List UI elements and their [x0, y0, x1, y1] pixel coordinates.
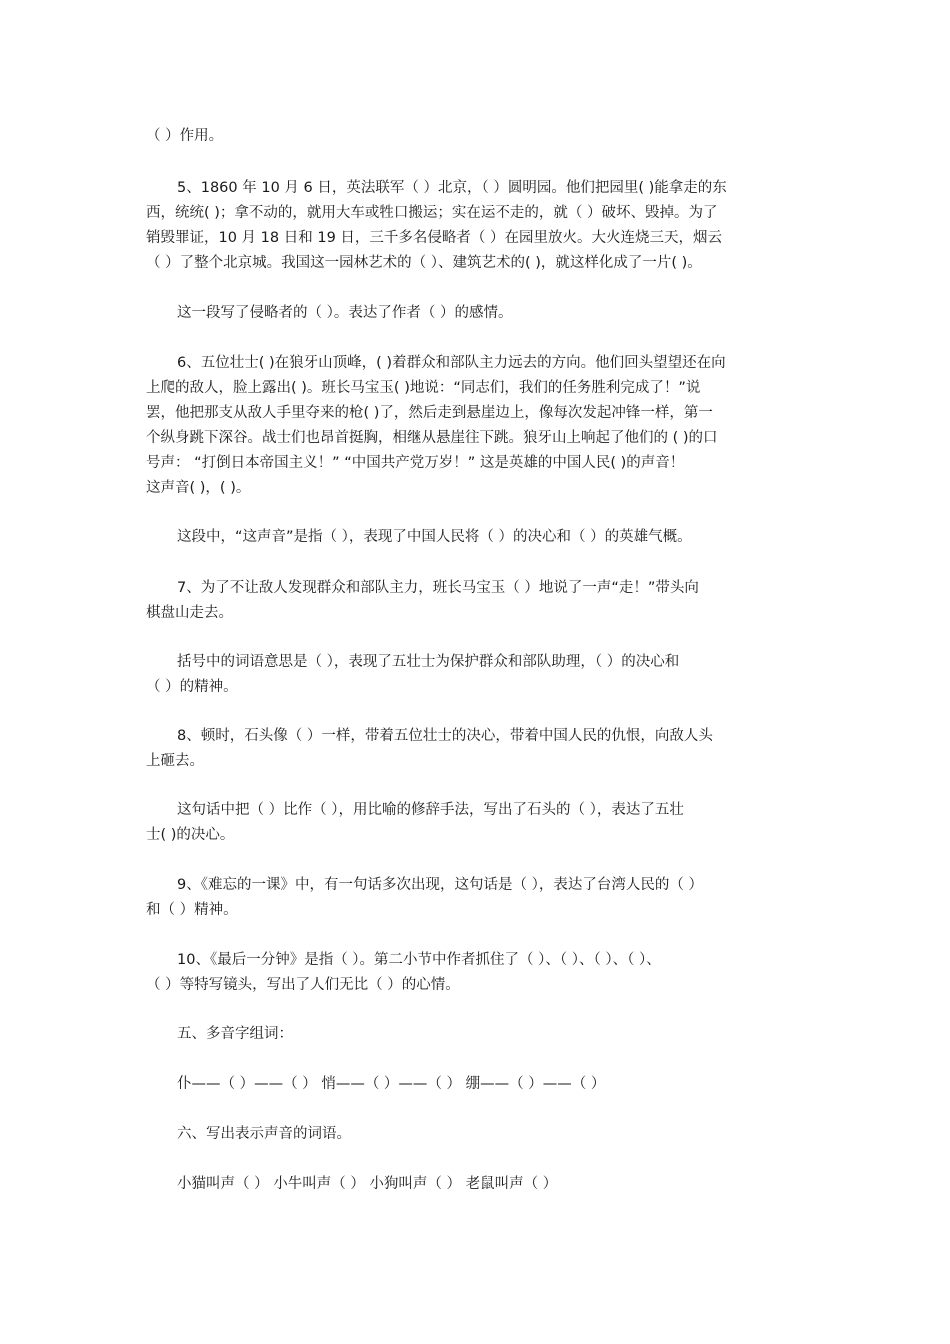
text-line: 9、《难忘的一课》中，有一句话多次出现，这句话是（ ），表达了台湾人民的（ ） [177, 877, 703, 893]
text-line: 销毁罪证，10 月 18 日和 19 日，三千多名侵略者（ ）在园里放火。大火连烧三天，烟云 [146, 230, 723, 246]
text-line: （ ）作用。 [146, 128, 224, 144]
question-9 [146, 873, 806, 923]
text-line: 7、为了不让敌人发现群众和部队主力，班长马宝玉（ ）地说了一声“走！”带头向 [177, 580, 699, 596]
section-5-heading [146, 1022, 806, 1047]
text-line: 10、《最后一分钟》是指（ ）。第二小节中作者抓住了（ ）、（ ）、（ ）、（ ）、 [177, 952, 661, 968]
text-line: 上砸去。 [146, 753, 204, 769]
text-line: 仆——（ ）——（ ） 悄——（ ）——（ ） 绷——（ ）——（ ） [177, 1076, 606, 1092]
text-line: 棋盘山走去。 [146, 605, 233, 621]
text-line: 括号中的词语意思是（ ），表现了五壮士为保护群众和部队助理，（ ）的决心和 [177, 654, 680, 670]
text-line: 士( )的决心。 [146, 827, 235, 843]
text-line: 5、1860 年 10 月 6 日，英法联军（ ）北京，（ ）圆明园。他们把园里( )能拿走的东 [177, 180, 727, 196]
text-line: 6、五位壮士( )在狼牙山顶峰，( )着群众和部队主力远去的方向。他们回头望望还在向 [177, 355, 726, 371]
text-line: 小猫叫声（ ） 小牛叫声（ ） 小狗叫声（ ） 老鼠叫声（ ） [177, 1176, 558, 1192]
text-line: 个纵身跳下深谷。战士们也昂首挺胸，相继从悬崖往下跳。狼牙山上响起了他们的 ( )的口 [146, 430, 718, 446]
text-line: （ ）等特写镜头，写出了人们无比（ ）的心情。 [146, 977, 460, 993]
section-6-heading [146, 1122, 806, 1147]
text-line: 这声音( )，( )。 [146, 480, 251, 496]
text-line: （ ）了整个北京城。我国这一园林艺术的（ ）、建筑艺术的( )，就这样化成了一片( )。 [146, 255, 702, 271]
text-line: （ ）的精神。 [146, 679, 238, 695]
question-6-langyashan [146, 351, 806, 501]
question-6-followup [146, 525, 806, 550]
text-line: 8、顿时，石头像（ ）一样，带着五位壮士的决心，带着中国人民的仇恨，向敌人头 [177, 728, 713, 744]
text-line: 西，统统( )；拿不动的，就用大车或牲口搬运；实在运不走的，就（ ）破坏、毁掉。为了 [146, 205, 718, 221]
paragraph-function-blank [146, 124, 806, 149]
text-line: 这句话中把（ ）比作（ ），用比喻的修辞手法，写出了石头的（ ），表达了五壮 [177, 802, 684, 818]
question-7 [146, 576, 806, 626]
question-8-followup [146, 798, 806, 848]
section-6-sounds [146, 1172, 806, 1197]
section-5-polyphones [146, 1072, 806, 1097]
text-line: 五、多音字组词： [177, 1026, 293, 1042]
question-10 [146, 948, 806, 998]
text-line: 这一段写了侵略者的（ ）。表达了作者（ ）的感情。 [177, 305, 513, 321]
question-8 [146, 724, 806, 774]
question-5-followup [146, 301, 806, 326]
text-line: 上爬的敌人，脸上露出( )。班长马宝玉( )地说：“同志们，我们的任务胜利完成了！”说 [146, 380, 701, 396]
text-line: 罢，他把那支从敌人手里夺来的枪( )了，然后走到悬崖边上，像每次发起冲锋一样，第一 [146, 405, 713, 421]
text-line: 这段中，“这声音”是指（ ），表现了中国人民将（ ）的决心和（ ）的英雄气概。 [177, 529, 692, 545]
text-line: 六、写出表示声音的词语。 [177, 1126, 351, 1142]
text-line: 和（ ）精神。 [146, 902, 238, 918]
question-7-followup [146, 650, 806, 700]
text-line: 号声： “打倒日本帝国主义！” “中国共产党万岁！” 这是英雄的中国人民( )的声音！ [146, 455, 685, 471]
question-5-yuanmingyuan [146, 176, 806, 276]
